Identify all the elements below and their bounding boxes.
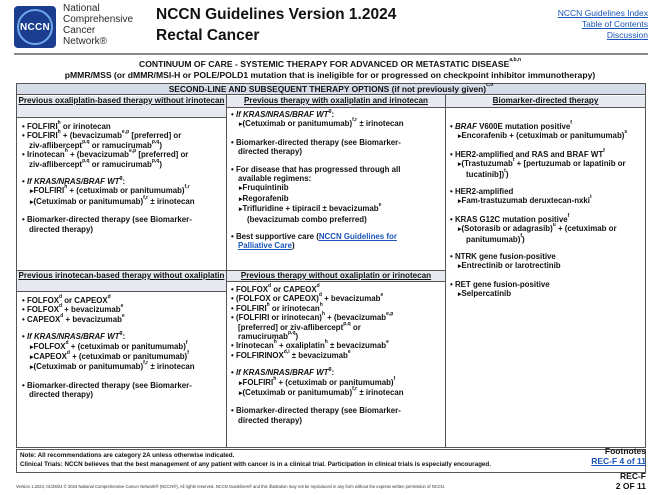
list-item: ▸ (Trastuzumab$^t$ + [pertuzumab or lapatinib or <box>450 159 644 169</box>
list-item: (bevacizumab combo preferred) <box>247 214 367 224</box>
list-item: • $CAPEOX^d$ + bevacizumab$^e$ <box>22 312 125 324</box>
cell-prev-oxali-irinotecan <box>231 110 443 251</box>
list-item: • Biomarker-directed therapy (see Biomarker- <box>22 380 192 390</box>
list-item: ▸ $FOLFIRI^h$ + (cetuximab or panitumumab)$^f$ <box>231 378 443 388</box>
cell-biomarker <box>450 122 644 300</box>
column-divider <box>445 95 446 448</box>
list-item: ▸ (Cetuximab or panitumumab)$^{f,r}$ ± irinotecan <box>231 119 443 129</box>
org-line: Comprehensive <box>63 14 134 25</box>
list-item: • RET gene fusion-positive <box>450 279 550 289</box>
list-item: • BRAF V600E mutation positive$^f$ <box>450 120 572 131</box>
cell-no-prev-therapy <box>231 285 443 425</box>
list-item: ramucirumab$^{p,q}$) <box>238 330 299 342</box>
list-item: • Best supportive care (NCCN Guidelines for <box>231 232 397 242</box>
list-item: ▸ (Cetuximab or panitumumab)$^{f,r}$ ± irinotecan <box>22 197 224 207</box>
list-item: • FOLFIRINOX$^{d,i}$ ± bevacizumab$^e$ <box>231 348 351 360</box>
list-item: ▸ (Sotorasib or adagrasib)$^u$ + (cetuximab or <box>450 224 644 234</box>
col-header-no-prev-therapy: Previous therapy without oxaliplatin or irinotecan <box>227 270 445 282</box>
list-item: ▸ Fruquintinib <box>231 183 443 193</box>
list-item: ▸ Entrectinib or larotrectinib <box>450 261 644 271</box>
list-item: • Biomarker-directed therapy (see Biomarker- <box>231 137 401 147</box>
copyright-notice: Version 1.2024, 01/29/24 © 2024 National Comprehensive Cancer Network® (NCCN®), All rights reserved. NCCN Guidelines® and this illustration may not be reproduced in any form without the express written permission of NCCN. <box>16 484 445 489</box>
col-header-biomarker: Biomarker-directed therapy <box>446 96 645 108</box>
list-item: • FOLFIRI$^h$ or irinotecan <box>22 120 111 131</box>
list-item: panitumumab)$^f$) <box>466 232 525 244</box>
col-header-prev-irinotecan: Previous irinotecan-based therapy without oxaliplatin <box>17 270 226 292</box>
list-item: • If KRAS/NRAS/BRAF $WT^g$: <box>231 366 335 378</box>
list-item: available regimens: <box>238 174 312 184</box>
org-line: Cancer <box>63 25 96 36</box>
list-item: • Irinotecan$^h$ + (bevacizumab$^{e,p}$ [preferred] or <box>22 148 189 160</box>
org-name <box>63 3 143 47</box>
list-item: [preferred] or ziv-aflibercept$^{p,q}$ or <box>238 320 361 332</box>
list-item: • Irinotecan$^h$ + oxaliplatin$^h$ ± bevacizumab$^e$ <box>231 339 389 351</box>
list-item: directed therapy) <box>29 224 94 234</box>
list-item: • NTRK gene fusion-positive <box>450 252 556 262</box>
footnotes-label: Footnotes <box>604 446 646 456</box>
options-bar: SECOND-LINE AND SUBSEQUENT THERAPY OPTIONS (if not previously given)$^{c,o}$ <box>17 84 645 95</box>
org-line: Network® <box>63 36 108 47</box>
discussion-link[interactable]: Discussion <box>606 30 648 40</box>
list-item: ▸ (Cetuximab or panitumumab)$^{f,r}$ ± irinotecan <box>22 362 224 372</box>
list-item: directed therapy) <box>29 390 94 400</box>
list-item: ▸ $CAPEOX^d$ + (cetuximab or panitumumab)$^f$ <box>22 352 224 362</box>
page-code: REC-F <box>620 471 646 481</box>
list-item: • FOLFIRI$^h$ or irinotecan$^h$ <box>231 301 323 313</box>
table-of-contents-link[interactable]: Table of Contents <box>581 19 648 29</box>
list-item: • If KRAS/NRAS/BRAF $WT^g$: <box>22 175 126 187</box>
section-title: CONTINUUM OF CARE - SYSTEMIC THERAPY FOR ADVANCED OR METASTATIC DISEASE$^{a,b,n}$ <box>138 57 521 69</box>
cell-prev-irinotecan <box>22 296 224 400</box>
palliative-care-link[interactable]: NCCN Guidelines for <box>318 232 397 242</box>
list-item: • FOLFOX$^d$ or CAPEOX$^d$ <box>231 283 320 294</box>
list-item: • HER2-amplified and RAS and BRAF $WT^f$ <box>450 147 605 159</box>
list-item: ▸ (Cetuximab or panitumumab)$^{f,r}$ ± irinotecan <box>231 388 443 398</box>
list-item: ▸ Regorafenib <box>231 194 443 204</box>
list-item: ziv-aflibercept$^{p,q}$ or ramucirumab$^{p,q}$) <box>29 157 162 169</box>
list-item: Palliative Care) <box>238 241 295 251</box>
list-item: • (FOLFOX or CAPEOX)$^d$ + bevacizumab$^e$ <box>231 292 384 304</box>
list-item: • KRAS G12C mutation positive$^f$ <box>450 212 570 224</box>
logo-text: NCCN <box>17 9 53 45</box>
palliative-care-link[interactable]: Palliative Care <box>238 241 292 251</box>
list-item: • $FOLFOX^d$ + bevacizumab$^e$ <box>22 303 124 315</box>
list-item: • Biomarker-directed therapy (see Biomarker- <box>231 406 401 416</box>
column-divider <box>226 95 227 448</box>
list-item: ▸ Encorafenib + (cetuximab or panitumumab)$^s$ <box>450 131 644 141</box>
org-line: National <box>63 3 100 14</box>
list-item: • HER2-amplified <box>450 187 514 197</box>
nccn-logo <box>14 6 56 48</box>
guidelines-index-link[interactable]: NCCN Guidelines Index <box>557 8 648 18</box>
list-item: ▸ $FOLFIRI^h$ + (cetuximab or panitumumab)$^{f,r}$ <box>22 186 224 196</box>
list-item: ▸ Selpercatinib <box>450 289 644 299</box>
header-divider <box>14 53 648 55</box>
list-item: directed therapy) <box>238 147 303 157</box>
guidelines-version-title: NCCN Guidelines Version 1.2024 <box>156 6 397 23</box>
page-number: 2 OF 11 <box>615 481 646 491</box>
clinical-trials-note: Clinical Trials: NCCN believes that the best management of any patient with cancer is in a clinical trial. Participation in clinical trials is especially encouraged. <box>20 461 492 468</box>
list-item: • If KRAS/NRAS/BRAF $WT^g$: <box>22 330 126 342</box>
list-item: ▸ Trifluridine + tipiracil ± bevacizumab$^e$ <box>231 204 443 214</box>
footnotes-link[interactable]: REC-F 4 of 11 <box>591 456 646 466</box>
list-item: • $FOLFIRI^h$ + (bevacizumab$^{e,p}$ [preferred] or <box>22 129 182 141</box>
section-subtitle: pMMR/MSS (or dMMR/MSI-H or POLE/POLD1 mutation that is ineligible for or progressed on checkpoint inhibitor immunotherapy) <box>64 70 596 80</box>
list-item: ▸ Fam-trastuzumab deruxtecan-nxki$^t$ <box>450 196 644 206</box>
list-item: directed therapy) <box>238 415 303 425</box>
col-header-prev-oxaliplatin: Previous oxaliplatin-based therapy without irinotecan <box>17 96 226 118</box>
list-item: • If KRAS/NRAS/BRAF $WT^g$: <box>231 108 335 119</box>
list-item: tucatinib])$^t$) <box>466 167 509 179</box>
list-item: ▸ $FOLFOX^d$ + (cetuximab or panitumumab)$^f$ <box>22 342 224 352</box>
col-header-prev-oxali-irinotecan: Previous therapy with oxaliplatin and irinotecan <box>227 96 445 108</box>
list-item: • For disease that has progressed through all <box>231 164 401 174</box>
list-item: • (FOLFIRI or irinotecan)$^h$ + (bevacizumab$^{e,p}$ <box>231 311 394 323</box>
list-item: • FOLFOX$^d$ or CAPEOX$^d$ <box>22 294 111 305</box>
list-item: ziv-aflibercept$^{p,q}$ or ramucirumab$^{p,q}$) <box>29 138 162 150</box>
recommendation-note: Note: All recommendations are category 2A unless otherwise indicated. <box>20 452 235 459</box>
cancer-type-title: Rectal Cancer <box>156 27 260 44</box>
cell-prev-oxaliplatin <box>22 122 224 234</box>
list-item: • Biomarker-directed therapy (see Biomarker- <box>22 215 192 225</box>
